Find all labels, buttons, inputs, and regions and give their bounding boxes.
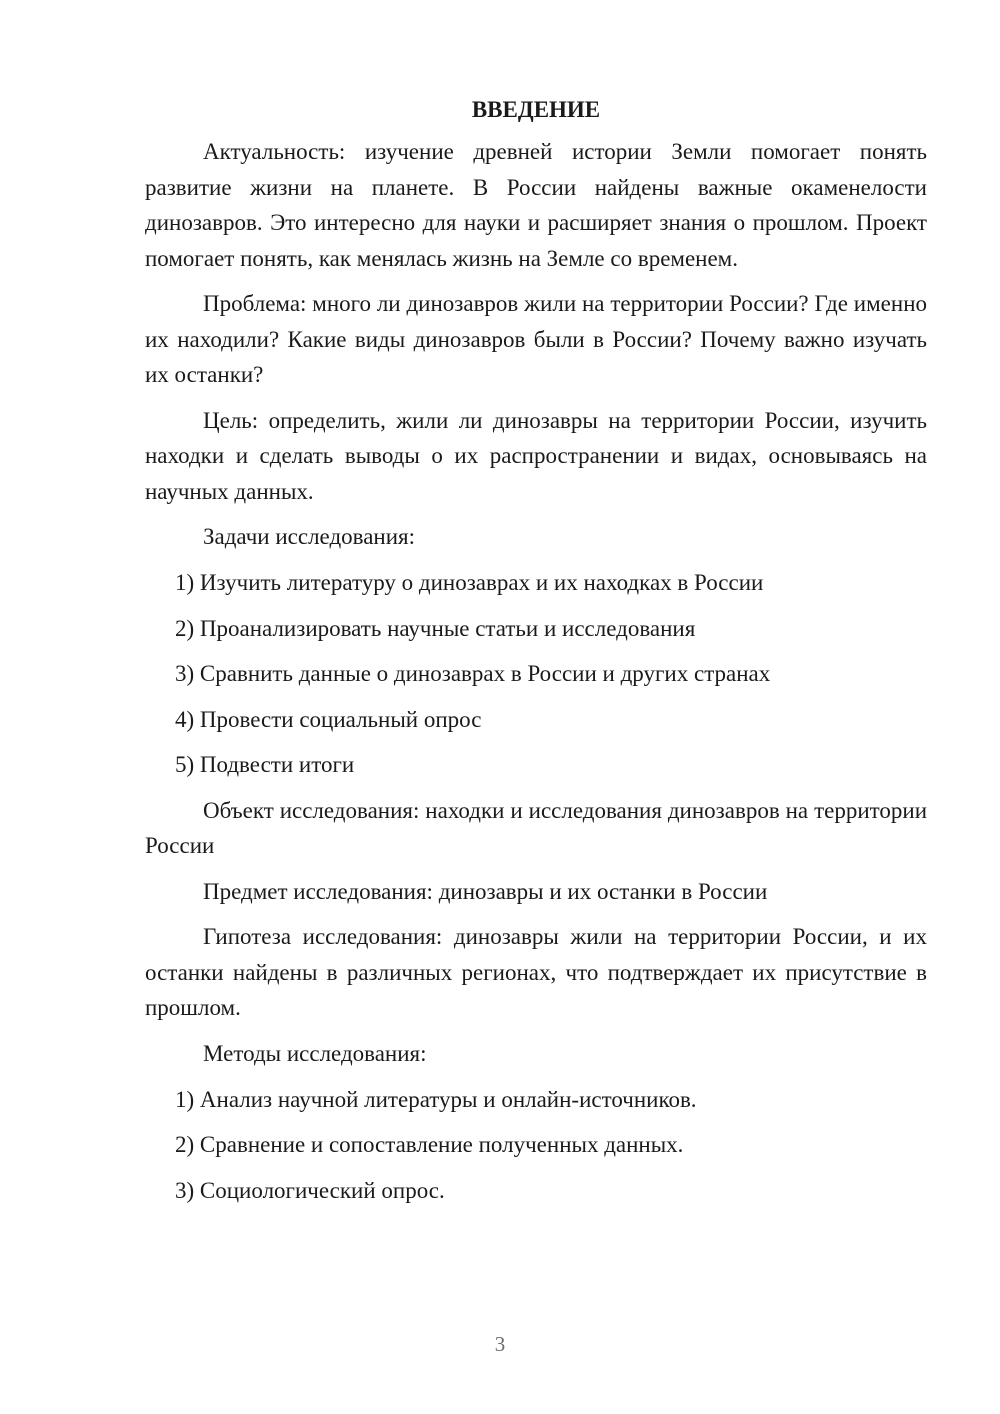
subject-paragraph: Предмет исследования: динозавры и их останки в России [203, 878, 768, 904]
relevance-paragraph: Актуальность: изучение древней истории Земли помогает понять развитие жизни на планете. В России найдены важные окаменелости динозавров. Это интересно для науки и расширяет знания о прошлом. Проект помогает понять, как менялась жизнь на Земле со временем. [145, 139, 927, 271]
task-item: 3) Сравнить данные о динозаврах в России и других странах [175, 661, 771, 686]
problem-paragraph: Проблема: много ли динозавров жили на территории России? Где именно их находили? Какие виды динозавров были в России? Почему важно изучать их останки? [145, 291, 927, 387]
task-item: 4) Провести социальный опрос [175, 706, 482, 732]
methods-heading: Методы исследования: [203, 1040, 427, 1066]
method-item: 2) Сравнение и сопоставление полученных данных. [175, 1132, 684, 1157]
task-item: 2) Проанализировать научные статьи и исследования [175, 615, 696, 641]
tasks-list [145, 565, 927, 783]
methods-list [145, 1082, 927, 1209]
document-page [145, 92, 927, 1218]
method-item: 1) Анализ научной литературы и онлайн-источников. [175, 1086, 697, 1112]
method-item: 3) Социологический опрос. [175, 1177, 445, 1203]
goal-paragraph: Цель: определить, жили ли динозавры на территории России, изучить находки и сделать выводы о их распространении и видах, основываясь на научных данных. [145, 407, 927, 504]
page-number: 3 [494, 1332, 506, 1356]
task-item: 1) Изучить литературу о динозаврах и их находках в России [175, 570, 764, 595]
tasks-heading: Задачи исследования: [203, 524, 416, 549]
section-title: ВВЕДЕНИЕ [471, 97, 601, 122]
object-paragraph: Объект исследования: находки и исследования динозавров на территории России [145, 797, 927, 858]
task-item: 5) Подвести итоги [175, 752, 355, 777]
hypothesis-paragraph: Гипотеза исследования: динозавры жили на территории России, и их останки найдены в различных регионах, что подтверждает их присутствие в прошлом. [145, 924, 927, 1020]
